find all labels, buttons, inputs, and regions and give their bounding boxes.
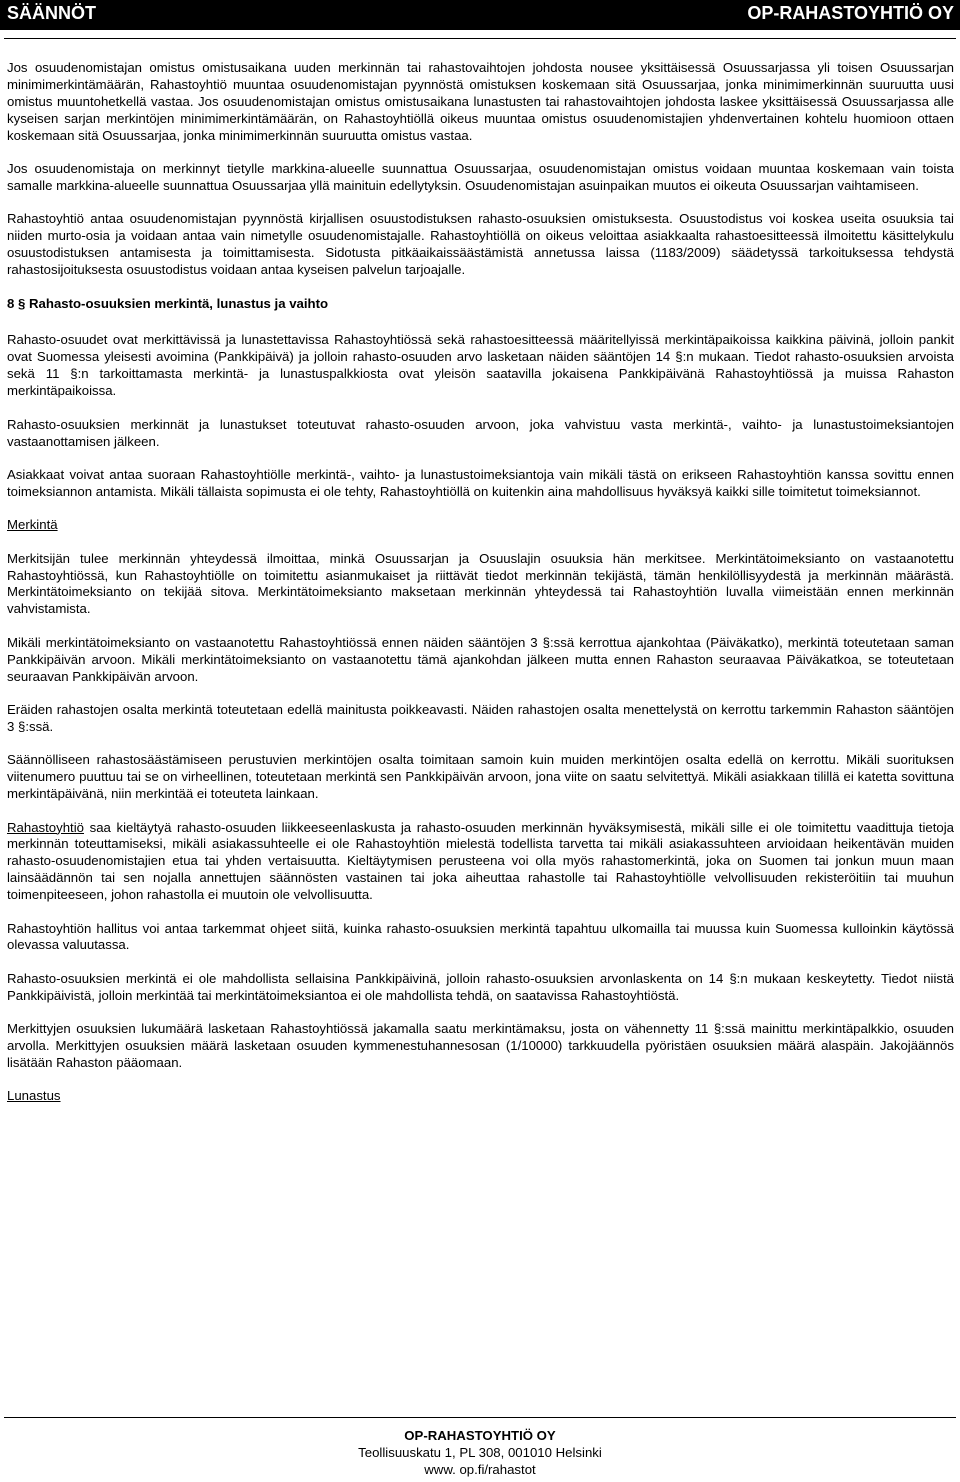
footer-company-name: OP-RAHASTOYHTIÖ OY bbox=[404, 1428, 556, 1443]
company-name-header: OP-RAHASTOYHTIÖ OY bbox=[747, 3, 954, 23]
footer-url: www. op.fi/rahastot bbox=[424, 1462, 536, 1477]
section-title: Rahasto-osuuksien merkintä, lunastus ja vaihto bbox=[29, 296, 329, 312]
section-number: 8 bbox=[7, 296, 15, 312]
paragraph: Mikäli merkintätoimeksianto on vastaanotettu Rahastoyhtiössä ennen näiden sääntöjen 3 §:ssä kerrottua ajankohtaa (Päiväkatko), merkintä toteutetaan saman Pankkipäivän arvoon. Mikäli merkintätoimeksianto on vastaanotettu tämä ajankohdan jälkeen mutta ennen Rahaston seuraavaa Päiväkatkoa, se toteutetaan seuraavan Pankkipäivän arvoon. bbox=[7, 634, 954, 684]
page-header bbox=[0, 0, 960, 30]
paragraph-text: saa kieltäytyä rahasto-osuuden liikkeeseenlaskusta ja rahasto-osuuden merkinnän hyväksymisestä, mikäli sille ei ole toimitettu vaadittuja tietoja merkinnän toteuttamiseksi, mikäli asiakassuhteelle ei ole Rahastoyhtiön mielestä todellista tarvetta tai mikäli asiakassuhteen arvioidaan heikentävän muiden rahasto-osuudenomistajien etua tai yhden vertaisuutta. Kieltäytymisen perusteena voi olla myös rahastomerkintä, joka on Suomen tai jonkun muun maan lainsäädännön tai sen nojalla annettujen säännösten vastainen tai joka aiheuttaa rahastolle tai Rahastoyhtiölle velvollisuuden rekisteröitiin tai muuhun toimenpiteeseen, johon rahastolla ei muutoin ole velvollisuutta. bbox=[7, 819, 954, 903]
underlined-term: Rahastoyhtiö bbox=[7, 819, 84, 835]
document-body bbox=[7, 60, 954, 1122]
paragraph: Rahastoyhtiön hallitus voi antaa tarkemmat ohjeet siitä, kuinka rahasto-osuuksien merkintä tapahtuu ulkomailla tai muussa kuin Suomessa kulloinkin käytössä olevassa valuutassa. bbox=[7, 920, 954, 953]
paragraph: Merkittyjen osuuksien lukumäärä lasketaan Rahastoyhtiössä jakamalla saatu merkintämaksu, josta on vähennetty 11 §:ssä mainittu merkintäpalkkio, osuuden arvolla. Merkittyjen osuuksien määrä lasketaan osuuden kymmenestuhannesosan (1/10000) tarkkuudella pyöristäen osuuksien määrä alaspäin. Jakojäännös lisätään Rahaston pääomaan. bbox=[7, 1021, 954, 1070]
paragraph: Eräiden rahastojen osalta merkintä toteutetaan edellä mainitusta poikkeavasti. Näiden rahastojen osalta menettelystä on kerrottu tarkemmin Rahaston sääntöjen 3 §:ssä. bbox=[7, 701, 954, 734]
footer-address: Teollisuuskatu 1, PL 308, 001010 Helsinki bbox=[358, 1445, 602, 1460]
header-divider bbox=[4, 38, 956, 39]
paragraph bbox=[7, 820, 954, 905]
paragraph: Asiakkaat voivat antaa suoraan Rahastoyhtiölle merkintä-, vaihto- ja lunastustoimeksiantoja vain mikäli tästä on erikseen Rahastoyhtiön kanssa sovittu ennen toimeksiannon antamista. Mikäli tällaista sopimusta ei ole tehty, Rahastoyhtiöllä on kuitenkin aina mahdollisuus hyväksyä kaikki sille toimitetut toimeksiannot. bbox=[7, 466, 954, 499]
paragraph: Jos osuudenomistaja on merkinnyt tietylle markkina-alueelle suunnattua Osuussarjaa, osuudenomistajan omistus voidaan muuntaa koskemaan vain toista samalle markkina-alueelle suunnattua Osuussarjaa yllä mainituin edellytyksin. Osuudenomistajan asuinpaikan muutos ei oikeuta Osuussarjan vaihtamiseen. bbox=[7, 161, 954, 193]
paragraph: Rahasto-osuuksien merkintä ei ole mahdollista sellaisina Pankkipäivinä, jolloin rahasto-osuuksien arvonlaskenta on 14 §:n mukaan keskeytetty. Tiedot niistä Pankkipäivistä, jolloin merkintää tai merkintätoimeksiantoa ei ole mahdollista tehdä, on saatavissa Rahastoyhtiöstä. bbox=[7, 970, 954, 1003]
paragraph: Rahastoyhtiö antaa osuudenomistajan pyynnöstä kirjallisen osuustodistuksen rahasto-osuuksien omistuksesta. Osuustodistus voi koskea useita osuuksia tai niiden murto-osia ja voidaan antaa vain nimetylle osuudenomistajalle. Rahastoyhtiöllä on oikeus veloittaa asiakkaalta rahastoesitteessä ilmoitettu käsittelykulu osuustodistuksen antamisesta ja toimittamisesta. Sidotusta pitkäaikaissäästämistä annetussa laissa (1183/2009) säädetyssä tarkoituksessa tehdystä rahastosijoituksesta osuustodistus voidaan antaa kyseisen palvelun tarjoajalle. bbox=[7, 211, 954, 278]
document-type-label: SÄÄNNÖT bbox=[7, 3, 96, 23]
paragraph: Rahasto-osuudet ovat merkittävissä ja lunastettavissa Rahastoyhtiössä sekä rahastoesitteessä määritellyissä merkintäpaikoissa kaikkina päivinä, jolloin pankit ovat Suomessa yleisesti avoimina (Pankkipäivä) ja jolloin rahasto-osuuden arvo lasketaan näiden sääntöjen 14 §:n mukaan. Tiedot rahasto-osuuksien arvoista sekä 11 §:n tarkoittamasta merkintä- ja lunastuspalkkiosta ovat yleisön saatavilla jokaisena Pankkipäivänä Rahastoyhtiössä ja muissa Rahaston merkintäpaikoissa. bbox=[7, 332, 954, 399]
subheading-lunastus: Lunastus bbox=[7, 1088, 61, 1104]
subheading-merkinta: Merkintä bbox=[7, 517, 58, 533]
page-footer bbox=[0, 1427, 960, 1478]
paragraph: Rahasto-osuuksien merkinnät ja lunastukset toteutuvat rahasto-osuuden arvoon, joka vahvistuu vasta merkintä-, vaihto- ja lunastustoimeksiantojen vastaanottamisen jälkeen. bbox=[7, 416, 954, 449]
paragraph: Merkitsijän tulee merkinnän yhteydessä ilmoittaa, minkä Osuussarjan ja Osuuslajin osuuksia hän merkitsee. Merkintätoimeksianto on vastaanotettu Rahastoyhtiössä, kun Rahastoyhtiölle on toimitettu asianmukaiset ja riittävät tiedot merkinnän tekijästä, tämän henkilöllisyydestä ja merkinnän määrästä. Merkintätoimeksianto on tekijää sitova. Merkintätoimeksianto maksetaan merkinnän yhteydessä tai Rahastoyhtiön luvalla viimeistään ennen merkinnän vahvistamista. bbox=[7, 550, 954, 617]
paragraph: Säännölliseen rahastosäästämiseen perustuvien merkintöjen osalta toimitaan samoin kuin muiden merkintöjen osalta edellä on kerrottu. Mikäli suorituksen viitenumero puuttuu tai se on virheellinen, toteutetaan merkintä sen Pankkipäivän arvoon, jona viite on saatu selvitettyä. Mikäli asiakkaan tilillä ei katetta sovittuna merkintäpäivänä, niin merkintää ei toteuteta lainkaan. bbox=[7, 752, 954, 802]
section-heading bbox=[7, 295, 954, 312]
section-sign: § bbox=[18, 296, 26, 312]
footer-divider bbox=[4, 1417, 956, 1418]
paragraph: Jos osuudenomistajan omistus omistusaikana uuden merkinnän tai rahastovaihtojen johdosta nousee yksittäisessä Osuussarjassa yli toisen Osuussarjan minimimerkintämäärän, Rahastoyhtiö muuntaa osuudenomistajan pyynnöstä omistuksen koskemaan sitä Osuussarjaa, jonka minimimerkinnän suuruutta uusi omistus muuntohetkellä vastaa. Jos osuudenomistajan omistus omistusaikana lunastusten tai rahastovaihtojen johdosta laskee yksittäisessä Osuussarjassa alle kyseisen sarjan merkintöjen minimimerkintämäärän, on Rahastoyhtiöllä oikeus muuntaa omistus osuudenomistajien yhdenvertainen kohtelu huomioon ottaen koskemaan sitä Osuussarjaa, jonka minimimerkinnän suuruutta omistus vastaa. bbox=[7, 60, 954, 143]
